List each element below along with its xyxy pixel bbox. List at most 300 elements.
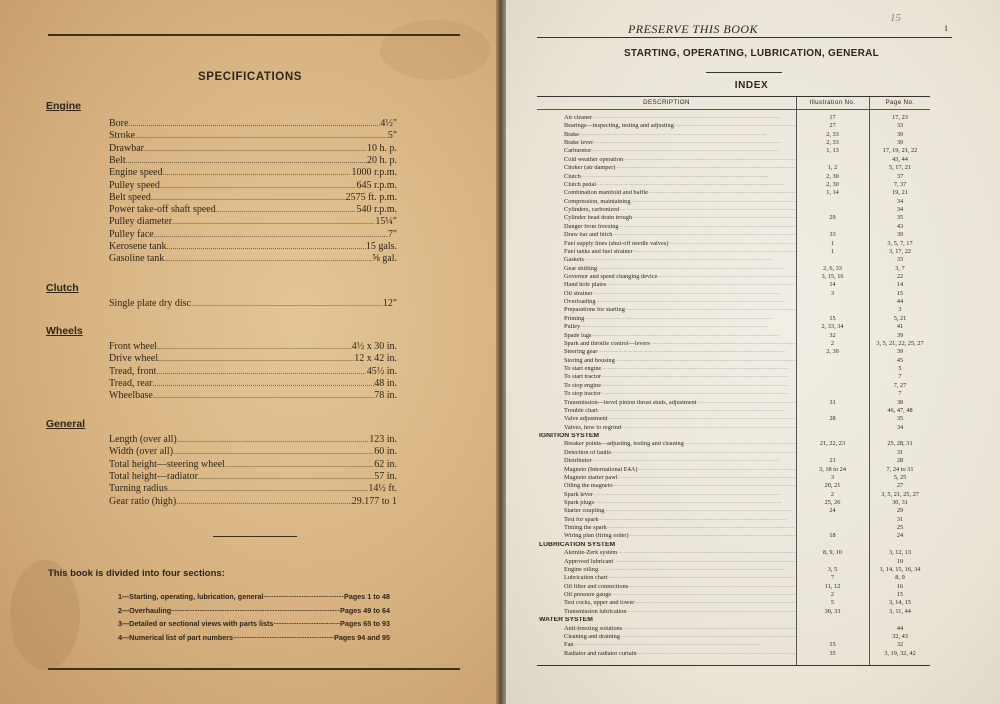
index-description [564, 349, 796, 356]
spec-value: 45½ in. [366, 365, 397, 377]
leader-dots [611, 450, 796, 457]
index-row [537, 174, 930, 181]
spec-row [109, 129, 397, 142]
index-row [537, 358, 930, 365]
leader-dots [156, 365, 366, 378]
index-description-text: Trouble chart [564, 407, 598, 414]
index-illustration: 3, 5 [827, 565, 838, 573]
index-description-text: Detection of faults [564, 449, 611, 456]
index-description-text: To stop tractor [564, 391, 601, 398]
leader-dots [597, 349, 796, 356]
index-description-text: Cold weather operation [564, 156, 624, 163]
index-description-text: Cylinders, carbonized [564, 207, 620, 214]
index-page: 19, 21 [892, 189, 908, 197]
spec-label: Engine speed [109, 167, 163, 179]
spec-value: 48 in. [374, 377, 397, 389]
leader-dots [157, 340, 352, 353]
index-description-text: Overloading [564, 299, 596, 306]
spec-label: Width (over all) [109, 446, 174, 458]
index-row [537, 199, 930, 206]
index-row [537, 132, 930, 139]
index-page: 39 [896, 139, 904, 147]
leader-dots [601, 391, 796, 398]
index-description [564, 408, 796, 415]
index-description [564, 174, 796, 181]
index-description-text: To stop engine [564, 382, 601, 389]
spec-label: Pulley speed [109, 179, 160, 191]
spec-label: Kerosene tank [109, 241, 167, 252]
index-description-text: Carburetor [564, 148, 592, 155]
spec-value: 15¼" [375, 216, 397, 228]
index-page: 43, 44 [892, 155, 908, 163]
index-description [564, 224, 796, 231]
index-description-text: Cleaning and draining [564, 633, 620, 640]
leader-dots [135, 129, 388, 142]
index-illustration: 5 [830, 599, 835, 607]
spec-label: Gear ratio (high) [109, 495, 177, 507]
leader-dots [617, 550, 796, 557]
index-row [537, 634, 930, 641]
spec-value: 14½ ft. [368, 483, 397, 495]
index-page: 34 [896, 197, 904, 205]
index-page: 46, 47, 48 [887, 406, 913, 414]
index-page: 7, 27 [893, 381, 907, 389]
spec-label: Stroke [109, 130, 136, 142]
index-page: 35 [896, 415, 904, 423]
index-description [564, 383, 796, 390]
leader-dots [263, 590, 344, 603]
leader-dots [668, 241, 796, 248]
index-description [564, 458, 796, 465]
book-section-row [118, 631, 390, 644]
spec-row [109, 470, 397, 483]
index-illustration: 8, 9, 10 [823, 549, 842, 557]
spec-value: 1000 r.p.m. [351, 167, 397, 179]
leader-dots [632, 215, 796, 222]
index-description-text: Distributor [564, 458, 592, 465]
spec-row [109, 433, 397, 446]
index-page: 24 [896, 532, 904, 540]
index-description-text: To start engine [564, 366, 602, 373]
index-page: 33 [896, 256, 904, 264]
spec-value: ⅝ gal. [372, 253, 397, 265]
index-description [564, 215, 796, 222]
index-page: 5 [898, 365, 902, 373]
index-row [537, 584, 930, 591]
spec-value: 5" [387, 130, 397, 142]
spec-label: Single plate dry disc [109, 298, 191, 309]
spec-value: 29.177 to 1 [351, 495, 397, 507]
index-illustration: 1, 2 [827, 164, 838, 172]
index-category-row [537, 433, 930, 440]
index-row [537, 207, 930, 214]
leader-dots [607, 525, 796, 532]
index-description-text: Clutch [564, 173, 581, 180]
index-page: 28 [896, 457, 904, 465]
spec-label: Bore [109, 118, 129, 129]
leader-dots [591, 333, 796, 340]
index-description [564, 307, 796, 314]
index-row [537, 190, 930, 197]
index-description-text: Valve adjustment [564, 416, 608, 423]
index-illustration: 1, 13 [826, 147, 839, 155]
index-description [564, 257, 796, 264]
index-page: 30, 31 [892, 498, 908, 506]
index-description-text: Combination manifold and baffle [564, 190, 648, 197]
spec-value: 12" [382, 298, 397, 309]
leader-dots [601, 374, 796, 381]
index-row [537, 307, 930, 314]
index-description-text: Storing and housing [564, 357, 615, 364]
index-illustration: 3, 15, 16 [821, 273, 844, 280]
index-row [537, 215, 930, 222]
index-description-text: Transmission—bevel pinion thrust studs, adjustment [564, 399, 697, 406]
spec-value: 57 in. [374, 470, 397, 482]
index-description [564, 550, 796, 557]
index-description [564, 316, 796, 323]
index-description-text: Spark plugs [564, 499, 594, 506]
index-row [537, 374, 930, 381]
index-description [564, 626, 796, 633]
index-row [537, 609, 930, 616]
spec-label: Drive wheel [109, 353, 159, 365]
index-illustration: 2, 33, 34 [821, 323, 844, 331]
index-row [537, 333, 930, 340]
leader-dots [144, 142, 367, 155]
index-page: 34 [896, 423, 904, 431]
index-row [537, 148, 930, 155]
spec-row [109, 340, 397, 353]
leader-dots [225, 458, 374, 471]
index-row [537, 408, 930, 415]
leader-dots [615, 165, 796, 172]
index-description [564, 441, 796, 448]
spec-row [109, 365, 397, 378]
leader-dots [601, 383, 796, 390]
spec-label: Drawbar [109, 142, 144, 154]
book-section-row [118, 617, 390, 630]
index-illustration: 31 [829, 398, 836, 406]
index-illustration: 18 [829, 532, 836, 540]
index-illustration: 2, 33 [826, 139, 839, 147]
index-page: 22 [896, 273, 904, 280]
spec-row [109, 377, 397, 390]
spec-row [109, 215, 397, 228]
index-row [537, 651, 930, 658]
index-description [564, 483, 796, 490]
index-row [537, 157, 930, 164]
index-description [564, 157, 796, 164]
leader-dots [584, 257, 796, 264]
index-page: 38 [896, 398, 904, 406]
index-row [537, 508, 930, 515]
spec-label: Pulley face [109, 228, 154, 240]
index-description [564, 274, 796, 281]
spec-label: Front wheel [109, 341, 158, 352]
leader-dots [608, 416, 796, 423]
index-description [564, 450, 796, 457]
index-description-text: Breaker points—adjusting, testing and cleaning [564, 441, 684, 448]
index-page: 44 [896, 624, 904, 632]
spec-row [109, 352, 397, 365]
index-page: 16 [896, 582, 904, 590]
index-row [537, 467, 930, 474]
index-description-text: Choker (air damper) [564, 165, 616, 172]
spec-value: 4½" [380, 118, 397, 129]
index-page: 3 [898, 306, 902, 314]
spec-label: Belt [109, 154, 126, 166]
spec-value: 15 gals. [365, 241, 397, 252]
leader-dots [198, 470, 374, 483]
index-description-text: Steering gear [564, 349, 598, 356]
leader-dots [630, 199, 796, 206]
index-description-text: Radiator and radiator curtain [564, 650, 637, 657]
leader-dots [595, 299, 796, 306]
table-header [537, 97, 930, 110]
index-description [539, 542, 771, 549]
index-description-text: Oil strainer [564, 290, 593, 297]
index-description [564, 642, 796, 649]
spec-value: 645 r.p.m. [356, 179, 397, 191]
index-description-text: Oil pressure gauge [564, 592, 612, 599]
leader-dots [628, 584, 796, 591]
index-description [564, 416, 796, 423]
leader-dots [154, 228, 388, 241]
index-description-text: Clutch pedal [564, 181, 597, 188]
leader-dots [593, 140, 796, 147]
index-row [537, 550, 930, 557]
spec-label: Length (over all) [109, 434, 177, 445]
index-description-text: Danger from freezing [564, 223, 619, 230]
index-page: 3, 11, 44 [889, 607, 911, 615]
leader-dots [573, 642, 796, 649]
index-row [537, 567, 930, 574]
index-illustration: 24 [829, 507, 836, 515]
spec-value: 60 in. [374, 446, 397, 458]
index-page: 39 [896, 348, 904, 356]
page-number: 1 [944, 24, 948, 33]
leader-dots [216, 203, 357, 216]
index-description [564, 324, 796, 331]
index-table [537, 96, 930, 666]
index-page: 3, 14, 15, 16, 34 [879, 565, 921, 573]
leader-dots [619, 224, 796, 231]
spec-row [109, 240, 397, 253]
index-page: 37 [896, 172, 904, 180]
pencil-mark: 15 [890, 12, 901, 24]
index-illustration: 1 [830, 239, 835, 247]
index-category-row [537, 617, 930, 624]
index-description-text: Bearings—inspecting, testing and adjusting [564, 123, 674, 130]
index-description [539, 617, 771, 624]
index-illustration: 1 [830, 247, 835, 255]
spec-row [109, 458, 397, 471]
index-row [537, 232, 930, 239]
index-row [537, 274, 930, 281]
index-description-text: Fan [564, 642, 574, 649]
book-section-label: 3—Detailed or sectional views with parts lists [118, 619, 274, 628]
index-page: 8, 9 [895, 574, 905, 582]
index-row [537, 500, 930, 507]
leader-dots [579, 132, 796, 139]
index-row [537, 441, 930, 448]
leader-dots [601, 366, 796, 373]
index-description-text: Hand hole plates [564, 282, 607, 289]
index-row [537, 391, 930, 398]
index-description [564, 533, 796, 540]
index-illustration: 11, 12 [824, 582, 841, 590]
index-description [564, 500, 796, 507]
index-row [537, 458, 930, 465]
leader-dots [593, 291, 796, 298]
index-row [537, 575, 930, 582]
spec-label: Total height—radiator [109, 470, 198, 482]
leader-dots [599, 517, 796, 524]
leader-dots [233, 631, 334, 644]
leader-dots [612, 232, 796, 239]
index-description [564, 282, 796, 289]
index-page: 15 [896, 591, 904, 599]
index-illustration: 29 [829, 214, 836, 222]
index-page: 5, 25 [893, 473, 907, 481]
book-section-label: 2—Overhauling [118, 605, 172, 615]
index-description [564, 190, 796, 197]
index-description-text: Priming [564, 315, 585, 322]
index-row [537, 341, 930, 348]
index-illustration: 33 [829, 231, 836, 239]
index-illustration: 3 [830, 473, 835, 481]
spec-label: Wheelbase [109, 390, 153, 402]
index-description [564, 115, 796, 122]
leader-dots [273, 617, 340, 630]
index-illustration: 15 [829, 641, 836, 649]
index-description [564, 475, 796, 482]
index-description-text: LUBRICATION SYSTEM [539, 541, 616, 548]
index-description-text: Cylinder head drain trough [564, 215, 633, 222]
index-page: 7 [898, 390, 902, 398]
leader-dots [622, 626, 796, 633]
leader-dots [594, 500, 796, 507]
index-page: 14 [896, 281, 904, 289]
index-description-text: Engine oiling [564, 566, 599, 573]
spec-label: Gasoline tank [109, 253, 165, 265]
index-row [537, 249, 930, 256]
index-row [537, 224, 930, 231]
leader-dots [633, 249, 796, 256]
index-page: 39 [896, 331, 904, 339]
index-description [564, 266, 796, 273]
index-description-text: Starter coupling [564, 508, 605, 515]
index-row [537, 115, 930, 122]
index-description [564, 241, 796, 248]
spec-label: Pulley diameter [109, 216, 173, 228]
index-description-text: Transmission lubrication [564, 608, 627, 615]
section-heading-general: General [46, 418, 86, 430]
index-page: 31 [896, 515, 904, 523]
leader-dots [629, 533, 796, 540]
index-description-text: WATER SYSTEM [539, 617, 593, 624]
leader-dots [163, 166, 352, 179]
index-row [537, 282, 930, 289]
index-description-text: To start tractor [564, 374, 601, 381]
index-description-text: Wiring plan (firing order) [564, 533, 629, 540]
spec-value: 123 in. [369, 434, 397, 445]
index-description-text: Fuel supply lines (shut-off needle valves) [564, 240, 669, 247]
spec-value: 78 in. [374, 390, 397, 402]
index-page: 45 [896, 356, 904, 364]
index-page: 3, 17, 22 [888, 247, 912, 255]
leader-dots [596, 182, 796, 189]
index-row [537, 182, 930, 189]
leader-dots [611, 592, 796, 599]
index-illustration: 21, 22, 23 [819, 440, 846, 448]
index-row [537, 483, 930, 490]
leader-dots [581, 174, 796, 181]
index-page: 17, 19, 21, 22 [882, 147, 918, 155]
index-description [564, 333, 796, 340]
index-illustration: 3 [830, 289, 835, 297]
index-description [564, 366, 796, 373]
index-page: 32 [896, 641, 904, 649]
index-illustration: 32 [829, 331, 836, 339]
index-description [564, 299, 796, 306]
index-page: 29 [896, 507, 904, 515]
index-page: 34 [896, 206, 904, 214]
index-row [537, 626, 930, 633]
index-description [564, 165, 796, 172]
index-description-text: Governor and speed changing device [564, 274, 658, 280]
index-description [564, 600, 796, 607]
index-illustration: 21 [829, 457, 836, 465]
index-description-text: Valves, how to regrind [564, 424, 622, 431]
index-illustration: 35 [829, 649, 836, 657]
book-section-row [118, 590, 390, 603]
book-spine [496, 0, 506, 704]
index-row [537, 450, 930, 457]
index-description [564, 651, 796, 658]
leader-dots [623, 157, 796, 164]
leader-dots [153, 377, 375, 390]
leader-dots [637, 651, 796, 658]
leader-dots [592, 458, 796, 465]
index-illustration: 2, 30 [826, 348, 839, 356]
index-description-text: Fuel tanks and fuel strainer [564, 248, 633, 255]
leader-dots [168, 482, 369, 495]
leader-dots [608, 575, 796, 582]
leader-dots [625, 307, 796, 314]
top-rule [48, 34, 460, 36]
index-row [537, 383, 930, 390]
index-page: 3, 5, 7, 17 [887, 239, 913, 247]
leader-dots [151, 191, 346, 204]
index-description [564, 467, 796, 474]
leader-dots [619, 207, 796, 214]
leader-dots [158, 352, 354, 365]
index-page: 35 [896, 214, 904, 222]
index-page: 43 [896, 222, 904, 230]
spec-row [109, 142, 397, 155]
index-row [537, 533, 930, 540]
index-row [537, 349, 930, 356]
index-category-row [537, 542, 930, 549]
leader-dots [128, 117, 380, 130]
book-section-pages: Pages 94 and 95 [334, 632, 390, 642]
index-description-text: Pulley [564, 324, 581, 331]
leader-dots [126, 154, 367, 167]
index-row [537, 592, 930, 599]
section-heading-engine: Engine [46, 100, 82, 112]
index-description [564, 132, 796, 139]
